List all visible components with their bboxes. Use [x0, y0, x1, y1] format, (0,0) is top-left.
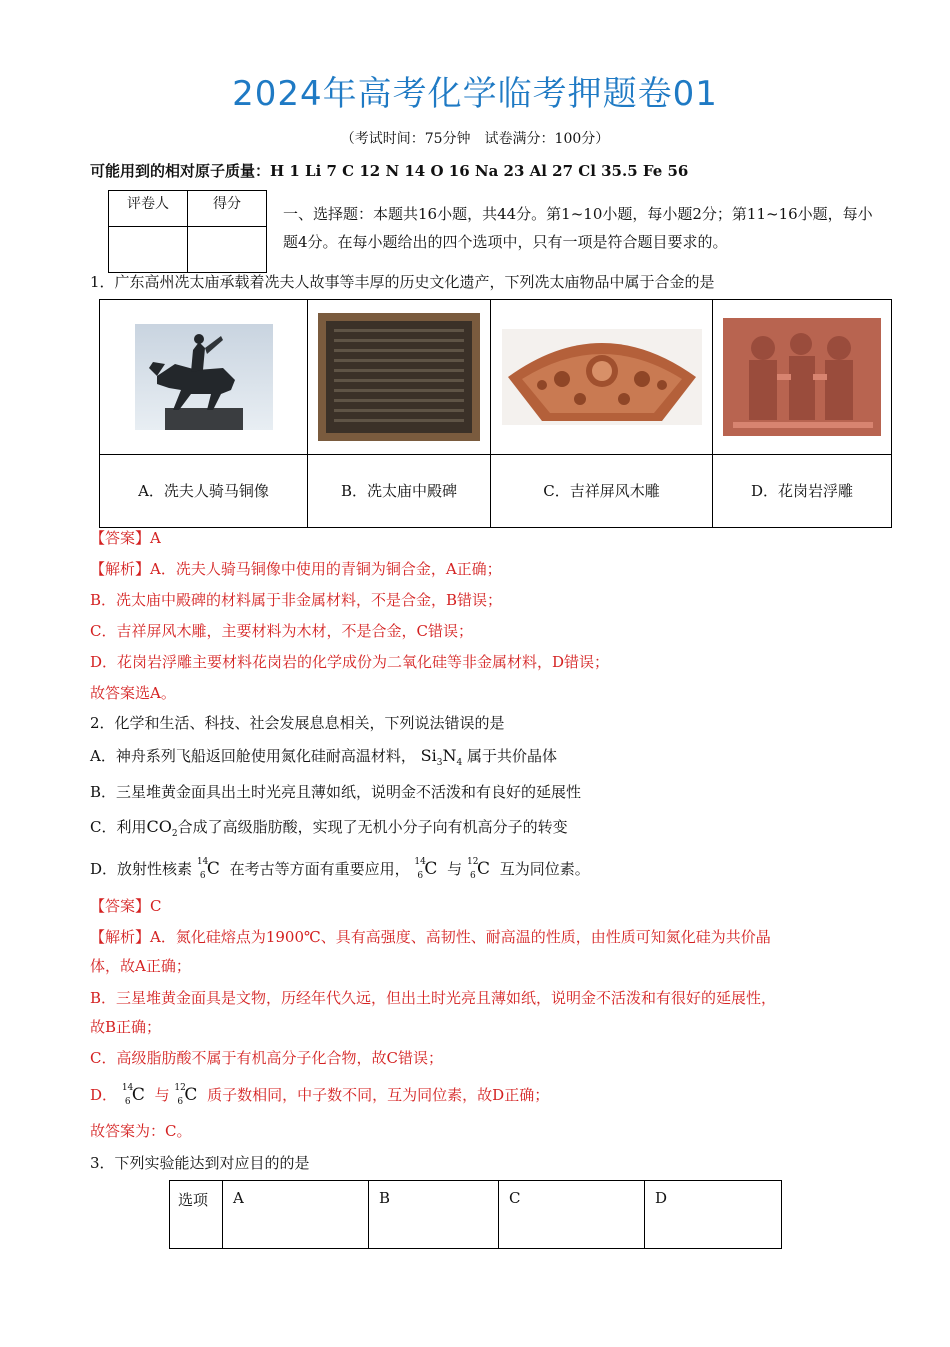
c14-symbol: C	[206, 859, 220, 879]
q2-option-d-mid1: 在考古等方面有重要应用，	[229, 860, 410, 878]
q1-option-a: A．冼夫人骑马铜像	[100, 455, 308, 528]
c14-symbol: C	[131, 1085, 145, 1105]
q1-analysis-a: 【解析】A．冼夫人骑马铜像中使用的青铜为铜合金，A正确；	[90, 560, 502, 578]
co2-subscript: 2	[171, 829, 178, 840]
c14-isotope	[197, 859, 225, 881]
section-instructions: 一、选择题：本题共16小题，共44分。第1~10小题，每小题2分；第11~16小题，每小题4分。在每小题给出的四个选项中，只有一项是符合题目要求的。	[283, 205, 873, 251]
q2-conclusion: 故答案为：C。	[90, 1122, 192, 1140]
stele-image	[318, 313, 480, 441]
q1-analysis-b: B．冼太庙中殿碑的材料属于非金属材料，不是合金，B错误；	[90, 591, 503, 609]
c14-mass: 14	[196, 857, 209, 867]
q2-answer: 【答案】C	[90, 897, 162, 915]
si-symbol: Si	[420, 746, 437, 765]
q1-analysis-c: C．吉祥屏风木雕，主要材料为木材，不是合金，C错误；	[90, 622, 473, 640]
q1-conclusion: 故答案选A。	[90, 684, 176, 702]
image-wood-carving	[491, 300, 713, 455]
q2-option-d	[90, 858, 590, 881]
q2-stem: 2．化学和生活、科技、社会发展息息相关，下列说法错误的是	[90, 714, 505, 732]
page-title: 2024年高考化学临考押题卷01	[232, 74, 718, 114]
q2-option-a-post: 属于共价晶体	[466, 747, 557, 765]
q3-options-table	[169, 1180, 782, 1249]
co-symbol: CO	[146, 817, 172, 836]
image-granite-relief	[713, 300, 892, 455]
c12-z: 6	[469, 871, 476, 881]
granite-relief-image	[723, 318, 881, 436]
si-subscript: 3	[436, 758, 443, 769]
c12-mass: 12	[466, 857, 479, 867]
bronze-horse-statue-image	[135, 324, 273, 430]
grader-cell	[109, 227, 188, 273]
n-subscript: 4	[456, 758, 463, 769]
grader-box	[108, 190, 267, 273]
q2-analysis-d-pre: D．	[90, 1086, 118, 1104]
q1-option-d: D．花岗岩浮雕	[713, 455, 892, 528]
q2-analysis-d-post: 质子数相同，中子数不同，互为同位素，故D正确；	[207, 1086, 550, 1104]
q3-col-a: A	[223, 1181, 369, 1249]
c12-mass: 12	[174, 1083, 186, 1093]
q2-option-c-post: 合成了高级脂肪酸，实现了无机小分子向有机高分子的转变	[177, 818, 568, 836]
c14-isotope-2	[414, 859, 442, 881]
q1-options-table	[99, 299, 892, 528]
q2-analysis-c: C．高级脂肪酸不属于有机高分子化合物，故C错误；	[90, 1049, 443, 1067]
q2-analysis-b-cont: 故B正确；	[90, 1018, 162, 1036]
q2-option-a	[90, 745, 557, 768]
c14-mass: 14	[414, 857, 426, 867]
q2-option-d-pre: D．放射性核素	[90, 860, 193, 878]
q3-col-c: C	[499, 1181, 645, 1249]
q3-col-b: B	[369, 1181, 499, 1249]
exam-info: （考试时间：75分钟 试卷满分：100分）	[340, 131, 610, 147]
q1-stem: 1．广东高州冼太庙承载着冼夫人故事等丰厚的历史文化遗产，下列冼太庙物品中属于合金的是	[90, 273, 715, 291]
c14-isotope-3	[122, 1085, 150, 1107]
atomic-masses: 可能用到的相对原子质量：H 1 Li 7 C 12 N 14 O 16 Na 23 Al 27 Cl 35.5 Fe 56	[90, 162, 689, 180]
c12-isotope-2	[174, 1085, 202, 1107]
q2-option-c	[90, 816, 568, 839]
c12-z: 6	[177, 1097, 184, 1107]
co2-formula	[146, 817, 178, 840]
c12-symbol: C	[476, 859, 490, 879]
grader-label: 评卷人	[109, 191, 188, 227]
c12-symbol: C	[184, 1085, 198, 1105]
q2-analysis-d-mid: 与	[154, 1086, 170, 1104]
n-symbol: N	[442, 746, 457, 765]
q2-option-c-pre: C．利用	[90, 818, 147, 836]
q2-analysis-d	[90, 1084, 549, 1107]
q2-option-d-post: 互为同位素。	[499, 860, 590, 878]
q3-header-label: 选项	[170, 1181, 223, 1249]
c14-z: 6	[417, 871, 424, 881]
q2-analysis-a: 【解析】A．氮化硅熔点为1900℃、具有高强度、高韧性、耐高温的性质，由性质可知氮化硅为共价晶	[90, 928, 771, 946]
si3n4-formula	[420, 746, 463, 769]
c14-z: 6	[124, 1097, 131, 1107]
c14-mass: 14	[121, 1083, 134, 1093]
c14-z: 6	[199, 871, 206, 881]
q2-option-d-mid2: 与	[447, 860, 463, 878]
score-cell	[188, 227, 267, 273]
score-label: 得分	[188, 191, 267, 227]
q3-stem: 3．下列实验能达到对应目的的是	[90, 1154, 310, 1172]
image-bronze-statue	[100, 300, 308, 455]
wood-carving-image	[502, 329, 702, 425]
q1-analysis-d: D．花岗岩浮雕主要材料花岗岩的化学成份为二氧化硅等非金属材料，D错误；	[90, 653, 610, 671]
q2-analysis-b: B．三星堆黄金面具是文物，历经年代久远，但出土时光亮且薄如纸，说明金不活泼和有很好的延展性，	[90, 989, 777, 1007]
q1-answer: 【答案】A	[90, 529, 161, 547]
q3-col-d: D	[645, 1181, 782, 1249]
q2-analysis-a-cont: 体，故A正确；	[90, 957, 191, 975]
c12-isotope	[467, 859, 495, 881]
q1-option-b: B．冼太庙中殿碑	[308, 455, 491, 528]
q2-option-a-pre: A．神舟系列飞船返回舱使用氮化硅耐高温材料，	[90, 747, 416, 765]
q2-option-b: B．三星堆黄金面具出土时光亮且薄如纸，说明金不活泼和有良好的延展性	[90, 783, 582, 801]
image-stele	[308, 300, 491, 455]
c14-symbol: C	[424, 859, 438, 879]
q1-option-c: C．吉祥屏风木雕	[491, 455, 713, 528]
